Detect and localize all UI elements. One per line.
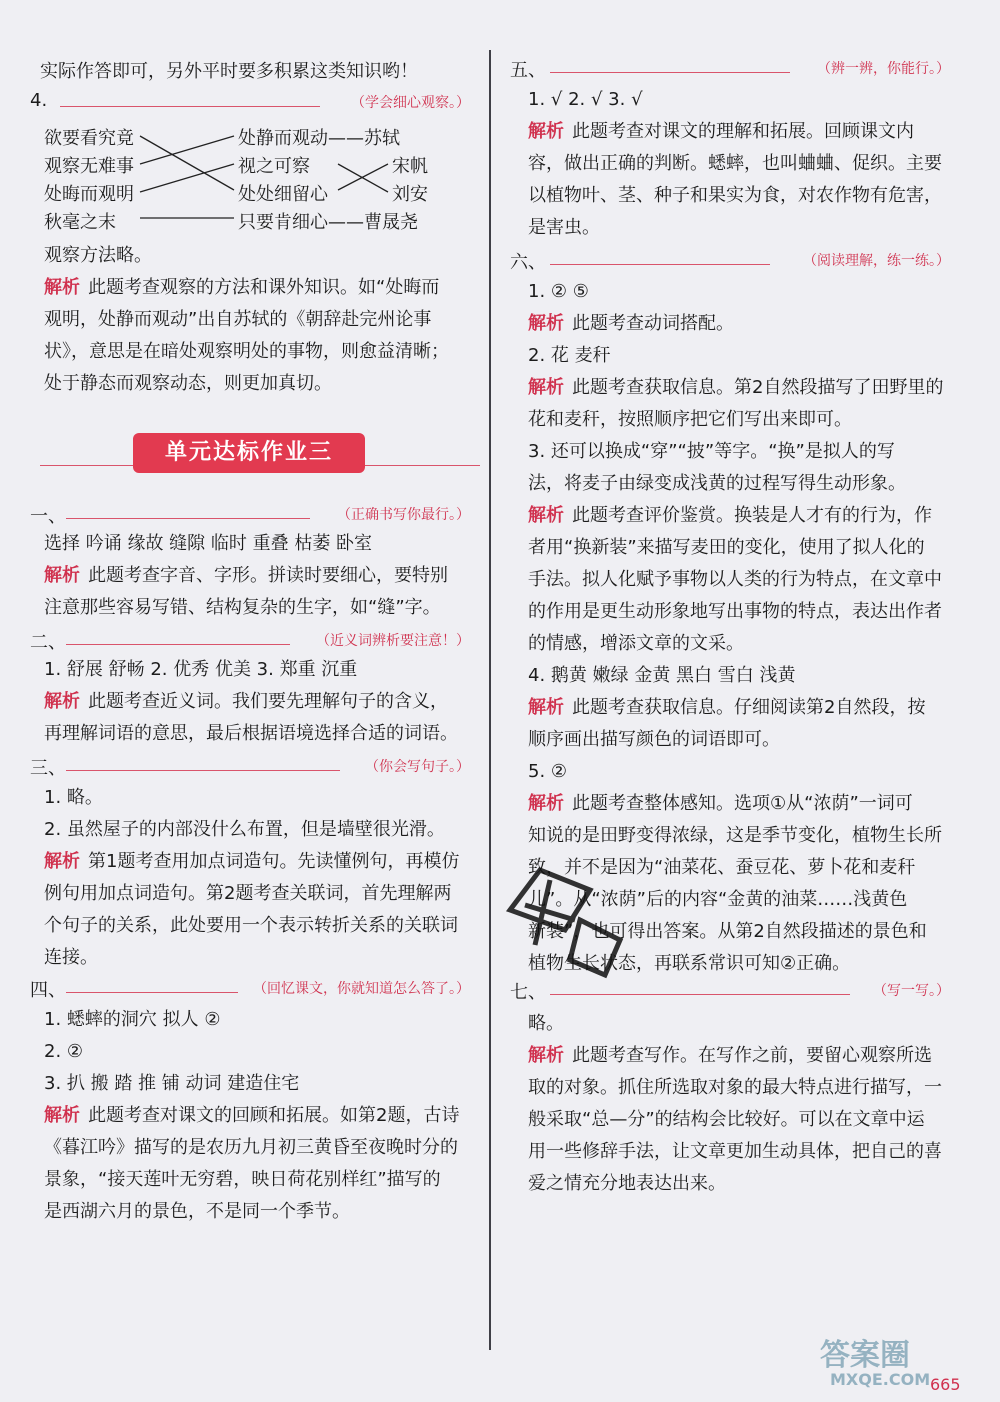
text-line: 解析 此题考查评价鉴赏。换装是人才有的行为，作 [528,505,932,526]
match-right-item: 刘安 [392,184,428,205]
text-line: 者用“换新装”来描写麦田的变化，使用了拟人化的 [528,537,925,558]
text-line: 取的对象。抓住所选取对象的最大特点进行描写，一 [528,1077,942,1098]
text-line: 连接。 [44,947,98,968]
match-mid-item: 处静而观动——苏轼 [238,128,400,149]
text-line: 注意那些容易写错、结构复杂的生字，如“缝”字。 [44,597,441,618]
text-line: 用一些修辞手法，让文章更加生动具体，把自己的喜 [528,1141,942,1162]
watermark-url: MXQE.COM [830,1370,931,1389]
text-line: 花和麦秆，按照顺序把它们写出来即可。 [528,409,852,430]
text-line: 《暮江吟》描写的是农历九月初三黄昏至夜晚时分的 [44,1137,458,1158]
text-line: 1. 蟋蟀的洞穴 拟人 ② [44,1009,221,1030]
unit-banner: 单元达标作业三 [133,433,365,473]
hint-tag: （辨一辨，你能行。） [817,61,950,77]
section-number: 五、 [510,60,546,81]
text-line: 状》，意思是在暗处观察明处的事物，则愈益清晰； [44,341,449,362]
page-number: 665 [930,1375,961,1394]
text-line: 观明，处静而观动”出自苏轼的《朝辞赴完州论事 [44,309,432,330]
text-line: 1. 略。 [44,787,103,808]
text-line: 爱之情充分地表达出来。 [528,1173,726,1194]
divider-rule [550,264,770,265]
divider-rule [550,72,790,73]
section-number: 二、 [30,632,66,653]
match-mid-item: 只要肯细心——曹晟尧 [238,212,418,233]
text-line: 植物生长状态，再联系常识可知②正确。 [528,953,851,974]
text-line: 解析 此题考查观察的方法和课外知识。如“处晦而 [44,277,440,298]
text-line: 新装”，也可得出答案。从第2自然段描述的景色和 [528,921,927,942]
text-line: 以植物叶、茎、种子和果实为食，对农作物有危害， [528,185,942,206]
section-6-header [510,248,950,278]
match-right-item: 宋帆 [392,156,428,177]
analysis-label: 解析 [528,121,564,142]
section-4-header [30,976,470,1006]
text-line: 3. 扒 搬 踏 推 铺 动词 建造住宅 [44,1073,300,1094]
text-line: 解析 此题考查整体感知。选项①从“浓荫”一词可 [528,793,913,814]
match-left-item: 处晦而观明 [44,184,134,205]
divider-rule [66,770,340,771]
text-line: 解析 此题考查对课文的回顾和拓展。如第2题，古诗 [44,1105,460,1126]
text-line: 顺序画出描写颜色的词语即可。 [528,729,780,750]
match-left-item: 秋毫之末 [44,212,116,233]
hint-tag: （写一写。） [873,983,950,999]
text-line: 略。 [528,1013,564,1034]
section-1-header [30,502,470,532]
section-number: 一、 [30,506,66,527]
text-line: 解析 第1题考查用加点词造句。先读懂例句，再模仿 [44,851,460,872]
column-divider [489,50,491,1350]
text-line: 例句用加点词造句。第2题考查关联词，首先理解两 [44,883,452,904]
text-line: 容，做出正确的判断。蟋蟀，也叫蛐蛐、促织。主要 [528,153,942,174]
analysis-label: 解析 [528,377,564,398]
text-line: 4. 鹅黄 嫩绿 金黄 黑白 雪白 浅黄 [528,665,796,686]
section-5-header [510,56,950,86]
analysis-label: 解析 [528,505,564,526]
text-line: 解析 此题考查获取信息。仔细阅读第2自然段，按 [528,697,926,718]
text-line: 1. √ 2. √ 3. √ [528,89,643,110]
hint-tag: （阅读理解，练一练。） [803,253,950,269]
hint-tag: （学会细心观察。） [351,95,470,111]
text-line: 处于静态而观察动态，则更加真切。 [44,373,332,394]
analysis-label: 解析 [528,793,564,814]
text-line: 个句子的关系，此处要用一个表示转折关系的关联词 [44,915,458,936]
text-line: 实际作答即可，另外平时要多积累这类知识哟！ [40,61,418,82]
hint-tag: （你会写句子。） [365,759,470,775]
divider-rule [66,992,238,993]
analysis-label: 解析 [528,697,564,718]
section-3-header [30,754,470,784]
text-line: 解析 此题考查字音、字形。拼读时要细心，要特别 [44,565,448,586]
text-line: 儿”。从“浓荫”后的内容“金黄的油菜……浅黄色 [528,889,908,910]
analysis-label: 解析 [44,277,80,298]
section-2-header [30,628,470,658]
text-line: 2. 虽然屋子的内部没什么布置，但是墙壁很光滑。 [44,819,445,840]
analysis-label: 解析 [44,691,80,712]
analysis-label: 解析 [44,1105,80,1126]
analysis-label: 解析 [528,1045,564,1066]
text-line: 解析 此题考查写作。在写作之前，要留心观察所选 [528,1045,932,1066]
analysis-label: 解析 [528,313,564,334]
text-line: 是西湖六月的景色，不是同一个季节。 [44,1201,350,1222]
text-line: 的作用是更生动形象地写出事物的特点，表达出作者 [528,601,942,622]
text-line: 手法。拟人化赋予事物以人类的行为特点，在文章中 [528,569,942,590]
text-line: 景象，“接天莲叶无穷碧，映日荷花别样红”描写的 [44,1169,441,1190]
match-left-item: 欲要看究竟 [44,128,134,149]
text-line: 解析 此题考查近义词。我们要先理解句子的含义， [44,691,448,712]
hint-tag: （正确书写你最行。） [337,507,470,523]
section-number: 四、 [30,980,66,1001]
divider-rule [66,518,310,519]
text-line: 知说的是田野变得浓绿，这是季节变化，植物生长所 [528,825,942,846]
text-line: 2. 花 麦秆 [528,345,611,366]
section-number: 七、 [510,982,546,1003]
match-left-item: 观察无难事 [44,156,134,177]
text-line: 观察方法略。 [44,245,152,266]
text-line: 5. ② [528,761,568,782]
text-line: 法，将麦子由绿变成浅黄的过程写得生动形象。 [528,473,906,494]
divider-rule [550,994,850,995]
match-mid-item: 处处细留心 [238,184,328,205]
section-number: 三、 [30,758,66,779]
match-connector-lines [0,0,480,240]
text-line: 致，并不是因为“油菜花、蚕豆花、萝卜花和麦秆 [528,857,916,878]
text-line: 是害虫。 [528,217,600,238]
divider-rule [66,644,290,645]
text-line: 1. ② ⑤ [528,281,589,302]
match-mid-item: 视之可察 [238,156,310,177]
text-line: 的情感，增添文章的文采。 [528,633,744,654]
text-line: 再理解词语的意思，最后根据语境选择合适的词语。 [44,723,458,744]
analysis-label: 解析 [44,851,80,872]
text-line: 选择 吟诵 缘故 缝隙 临时 重叠 枯萎 卧室 [44,533,373,554]
text-line: 1. 舒展 舒畅 2. 优秀 优美 3. 郑重 沉重 [44,659,358,680]
text-line: 解析 此题考查动词搭配。 [528,313,734,334]
hint-tag: （近义词辨析要注意！） [316,633,470,649]
text-line: 解析 此题考查获取信息。第2自然段描写了田野里的 [528,377,944,398]
text-line: 解析 此题考查对课文的理解和拓展。回顾课文内 [528,121,914,142]
analysis-label: 解析 [44,565,80,586]
text-line: 般采取“总—分”的结构会比较好。可以在文章中运 [528,1109,925,1130]
question-number: 4. [30,90,48,111]
hint-tag: （回忆课文，你就知道怎么答了。） [253,981,470,997]
watermark-logo: 答案圈 [820,1338,910,1373]
section-number: 六、 [510,252,546,273]
ink-stamp-icon [480,850,650,990]
text-line: 3. 还可以换成“穿”“披”等字。“换”是拟人的写 [528,441,895,462]
text-line: 2. ② [44,1041,84,1062]
